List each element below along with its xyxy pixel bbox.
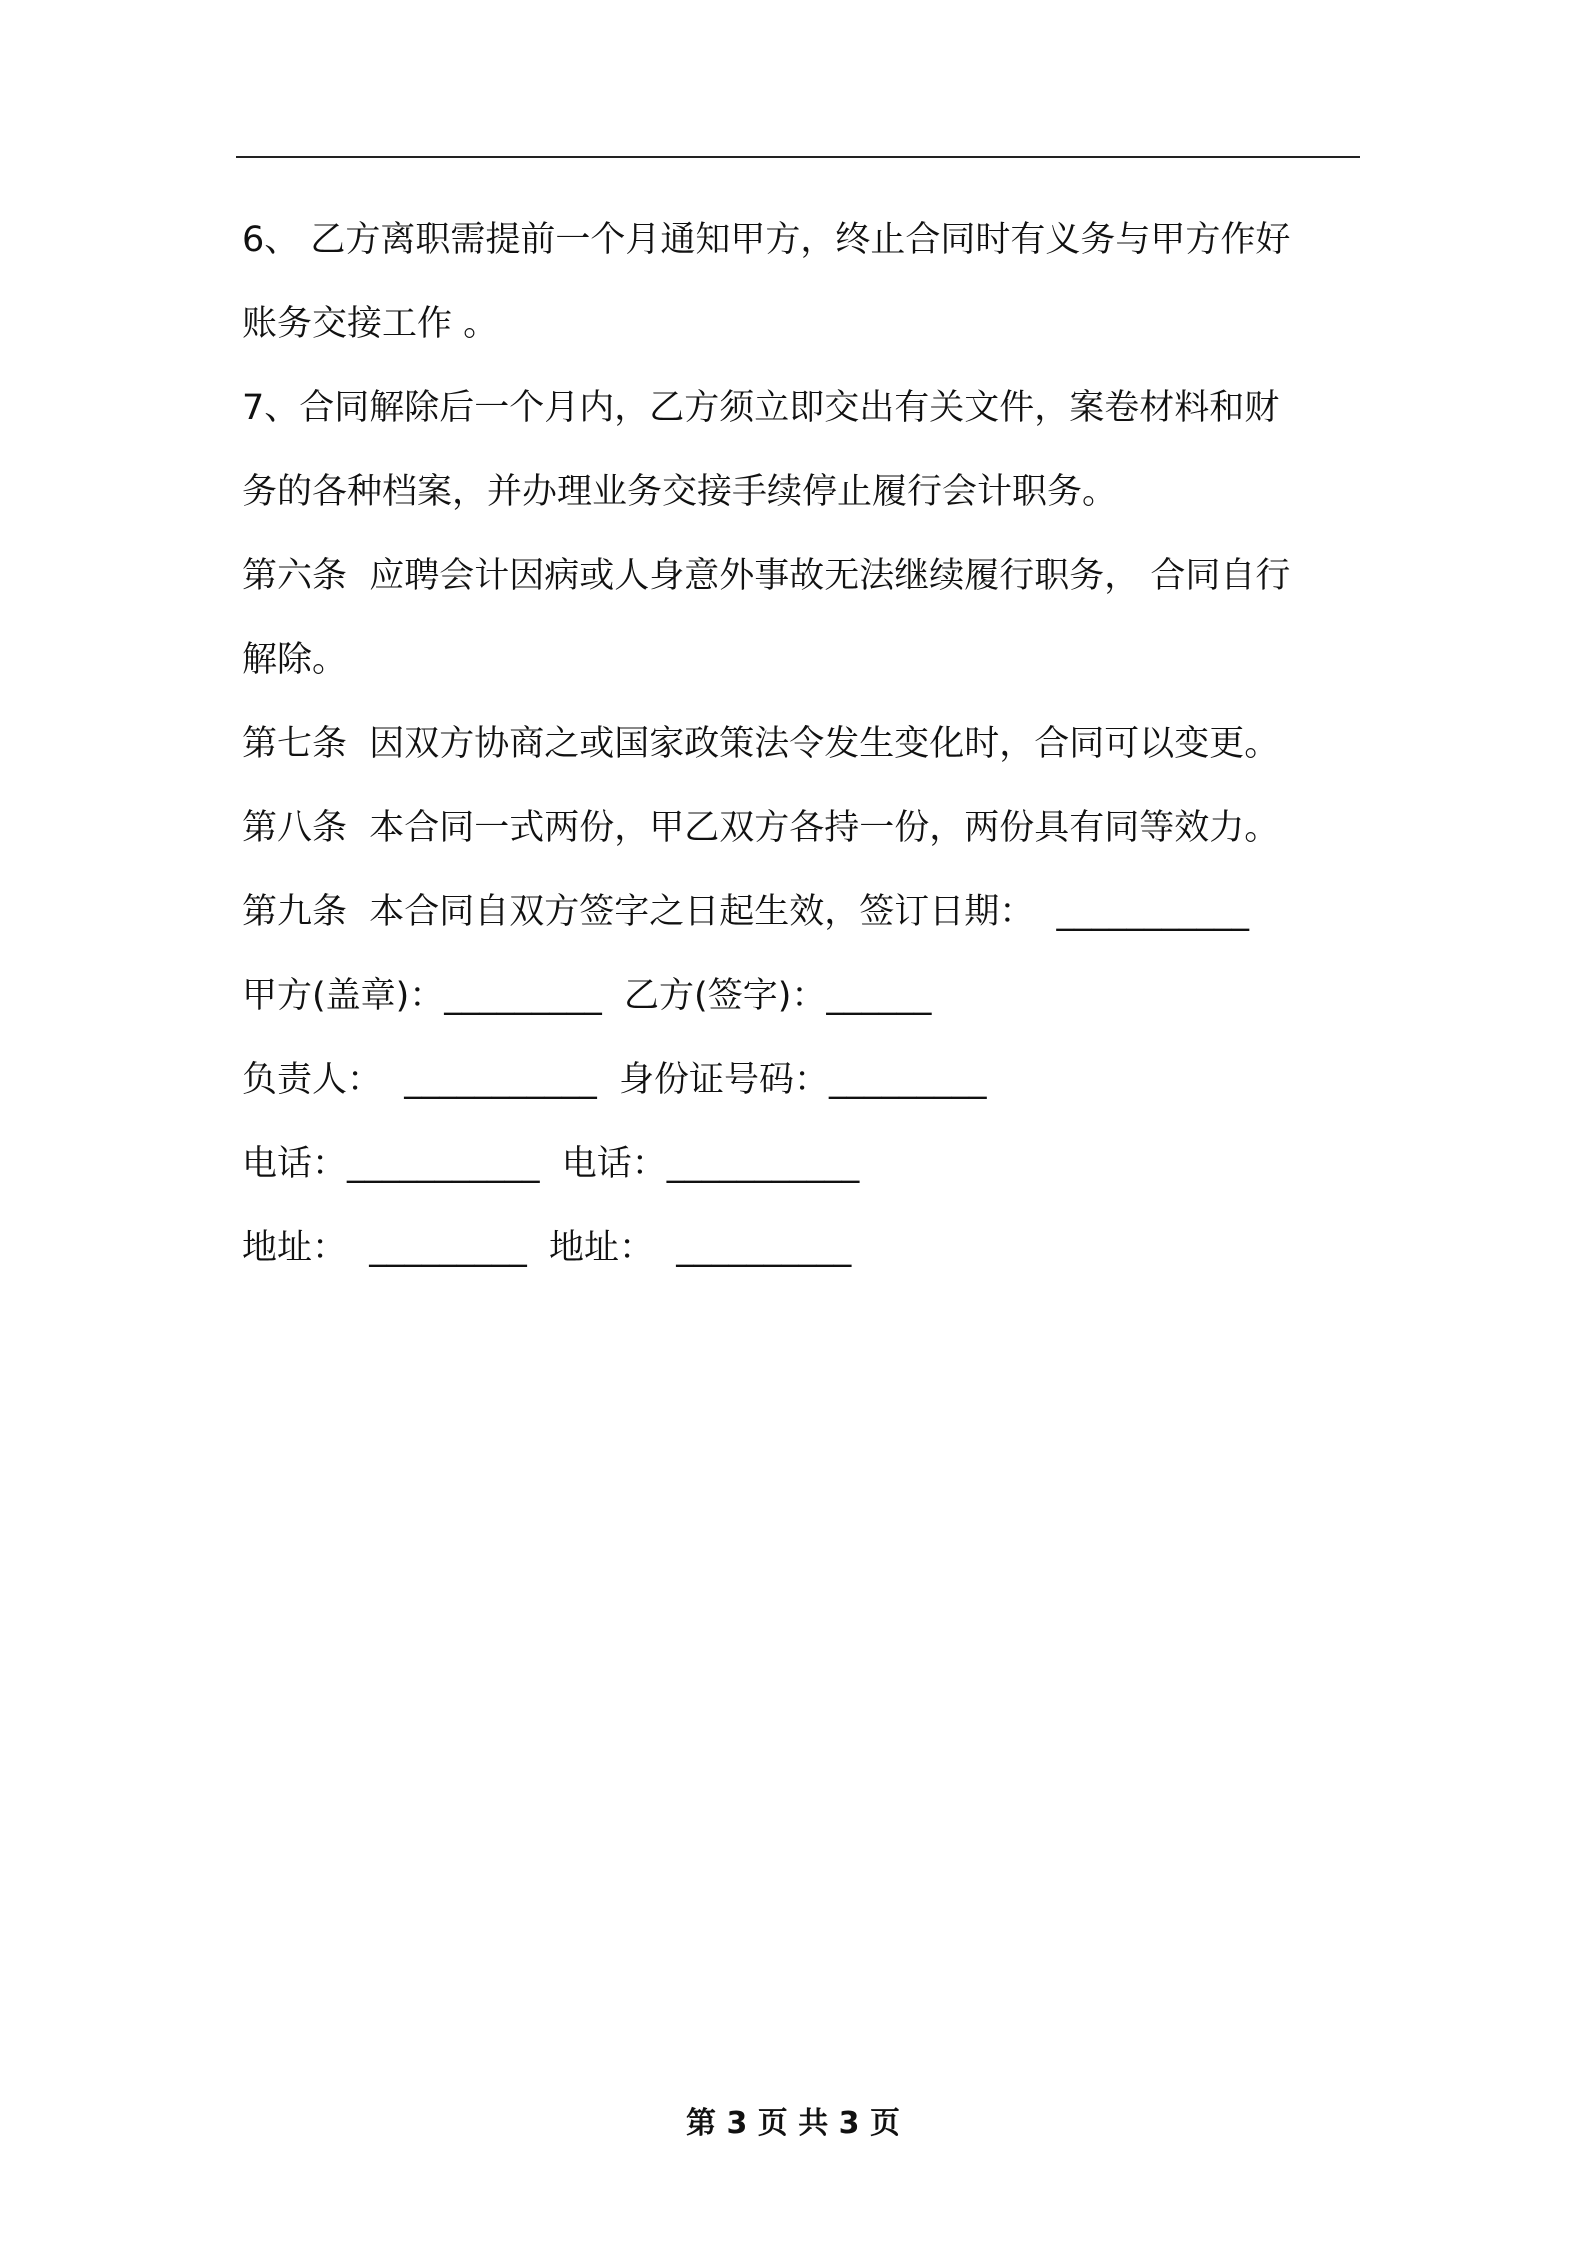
article-9-sign-date: 第九条 本合同自双方签字之日起生效，签订日期： ___________ (242, 892, 1250, 932)
article-6-line-1: 第六条 应聘会计因病或人身意外事故无法继续履行职务， 合同自行 (242, 556, 1291, 596)
phone-line: 电话：___________ 电话：___________ (242, 1144, 860, 1184)
responsible-id-line: 负责人： ___________ 身份证号码：_________ (242, 1060, 987, 1100)
header-rule (236, 156, 1360, 158)
clause-6-line-1: 6、 乙方离职需提前一个月通知甲方，终止合同时有义务与甲方作好 (242, 220, 1291, 260)
article-8: 第八条 本合同一式两份，甲乙双方各持一份，两份具有同等效力。 (242, 808, 1280, 848)
article-6-line-2: 解除。 (242, 640, 348, 680)
document-body (242, 198, 1366, 1290)
clause-6-line-2: 账务交接工作 。 (242, 304, 499, 344)
clause-7-line-1: 7、合同解除后一个月内，乙方须立即交出有关文件，案卷材料和财 (242, 388, 1280, 428)
signature-party-line: 甲方(盖章)：_________ 乙方(签字)：______ (242, 976, 932, 1016)
address-line: 地址： _________ 地址： __________ (242, 1228, 852, 1268)
article-7: 第七条 因双方协商之或国家政策法令发生变化时，合同可以变更。 (242, 724, 1280, 764)
clause-7-line-2: 务的各种档案，并办理业务交接手续停止履行会计职务。 (242, 472, 1118, 512)
page-footer: 第 3 页 共 3 页 (686, 2106, 900, 2141)
